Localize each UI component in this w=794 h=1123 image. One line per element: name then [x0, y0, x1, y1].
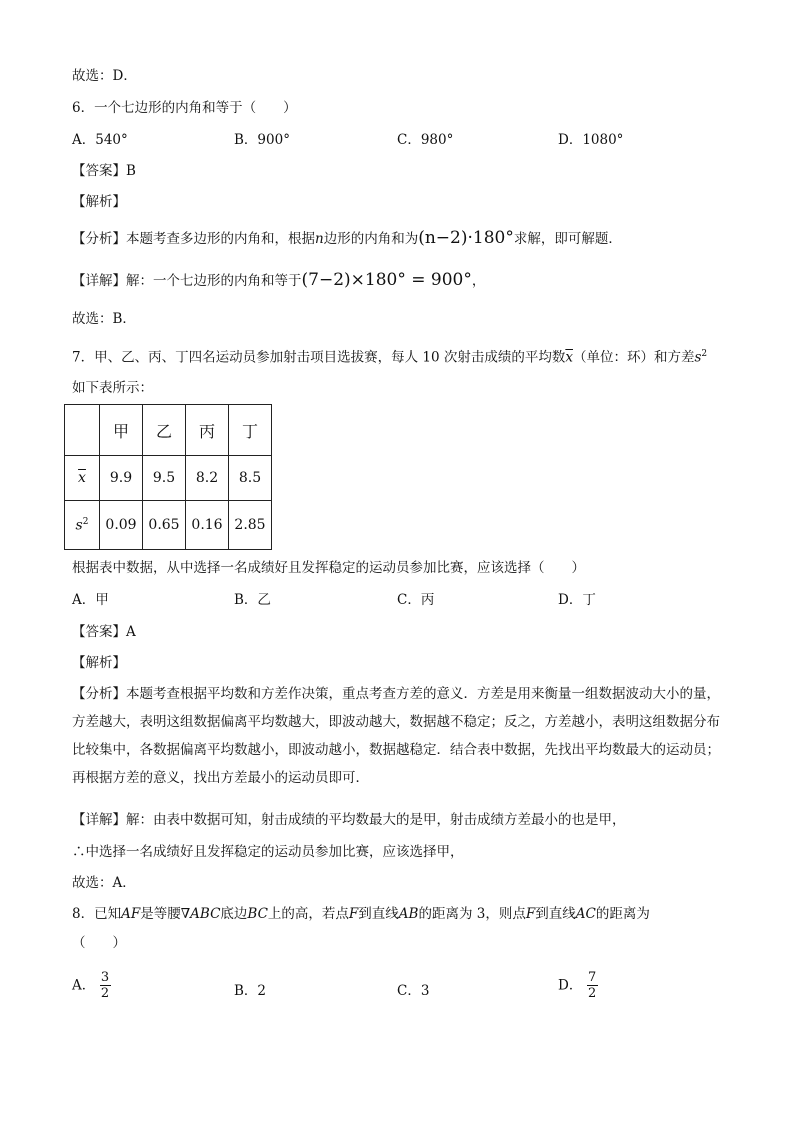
q6-detail: 【详解】解：一个七边形的内角和等于(7−2)×180° = 900°， [72, 270, 486, 290]
q8-stem: 8．已知AF是等腰∇ABC底边BC上的高，若点F到直线AB的距离为 3，则点F到直线AC的距离为 [72, 906, 650, 922]
table-cell: 0.16 [186, 501, 229, 550]
fraction: $\frac{7}{2}$ [587, 970, 597, 1001]
q7-answer: 【答案】A [72, 624, 136, 640]
q7-option-d: D．丁 [558, 592, 596, 608]
table-cell: 2.85 [229, 501, 272, 550]
table-cell: 8.2 [186, 456, 229, 501]
q7-option-c: C．丙 [397, 592, 435, 608]
q7-fenxi: 【分析】本题考查根据平均数和方差作决策，重点考查方差的意义．方差是用来衡量一组数据波动大小的量，方差越大，表明这组数据偏离平均数越大，即波动越大，数据越不稳定；反之，方差越小，表明这组数据分布比较集中，各数据偏离平均数越小，即波动越小，数据越稳定．结合表中数据，先找出平均数最大的运动员；再根据方差的意义，找出方差最小的运动员即可． [72, 686, 720, 786]
q7-stem: 7．甲、乙、丙、丁四名运动员参加射击项目选拔赛，每人 10 次射击成绩的平均数$\overline{x}$（单位：环）和方差$s^2$ [72, 349, 708, 366]
table-row-mean [65, 456, 272, 501]
q6-conclusion: 故选：B． [72, 311, 136, 327]
q7-analysis-label: 【解析】 [72, 655, 126, 671]
q8-option-d: D． $\frac{7}{2}$ [558, 970, 597, 1001]
row-label-variance: $s^2$ [65, 501, 100, 550]
q6-option-a: A．540° [72, 132, 128, 148]
row-label-mean: $\overline{x}$ [65, 456, 100, 501]
table-cell: 0.65 [143, 501, 186, 550]
q7-detail: 【详解】解：由表中数据可知，射击成绩的平均数最大的是甲，射击成绩方差最小的也是甲， [72, 812, 626, 828]
q8-stem-line2: （ ） [72, 935, 126, 951]
table-header-row [65, 405, 272, 456]
q8-option-a: A． $\frac{3}{2}$ [72, 970, 110, 1001]
q8-option-c: C．3 [397, 983, 430, 999]
q6-analysis-label: 【解析】 [72, 194, 126, 210]
table-header-ding: 丁 [229, 405, 272, 456]
table-cell: 9.9 [100, 456, 143, 501]
table-header-yi: 乙 [143, 405, 186, 456]
q6-stem: 6．一个七边形的内角和等于（ ） [72, 100, 297, 116]
q7-option-a: A．甲 [72, 592, 109, 608]
q6-option-c: C．980° [397, 132, 454, 148]
q7-question: 根据表中数据，从中选择一名成绩好且发挥稳定的运动员参加比赛，应该选择（ ） [72, 560, 585, 576]
table-cell: 0.09 [100, 501, 143, 550]
q6-option-d: D．1080° [558, 132, 624, 148]
q7-option-b: B．乙 [234, 592, 271, 608]
q6-answer: 【答案】B [72, 163, 136, 179]
table-cell: 9.5 [143, 456, 186, 501]
q6-option-b: B．900° [234, 132, 290, 148]
table-header-bing: 丙 [186, 405, 229, 456]
q5-conclusion: 故选：D． [72, 68, 137, 84]
q7-data-table [64, 404, 272, 550]
q6-fenxi: 【分析】本题考查多边形的内角和，根据n边形的内角和为(n−2)·180°求解，即可解题． [72, 228, 622, 248]
table-corner-cell [65, 405, 100, 456]
q8-option-b: B．2 [234, 983, 267, 999]
q7-conclusion: 故选：A． [72, 875, 136, 891]
fraction: $\frac{3}{2}$ [100, 970, 110, 1001]
q7-stem-line2: 如下表所示： [72, 380, 153, 396]
q7-detail-2: ∴中选择一名成绩好且发挥稳定的运动员参加比赛，应该选择甲， [72, 844, 464, 860]
table-header-jia: 甲 [100, 405, 143, 456]
table-cell: 8.5 [229, 456, 272, 501]
table-row-variance [65, 501, 272, 550]
